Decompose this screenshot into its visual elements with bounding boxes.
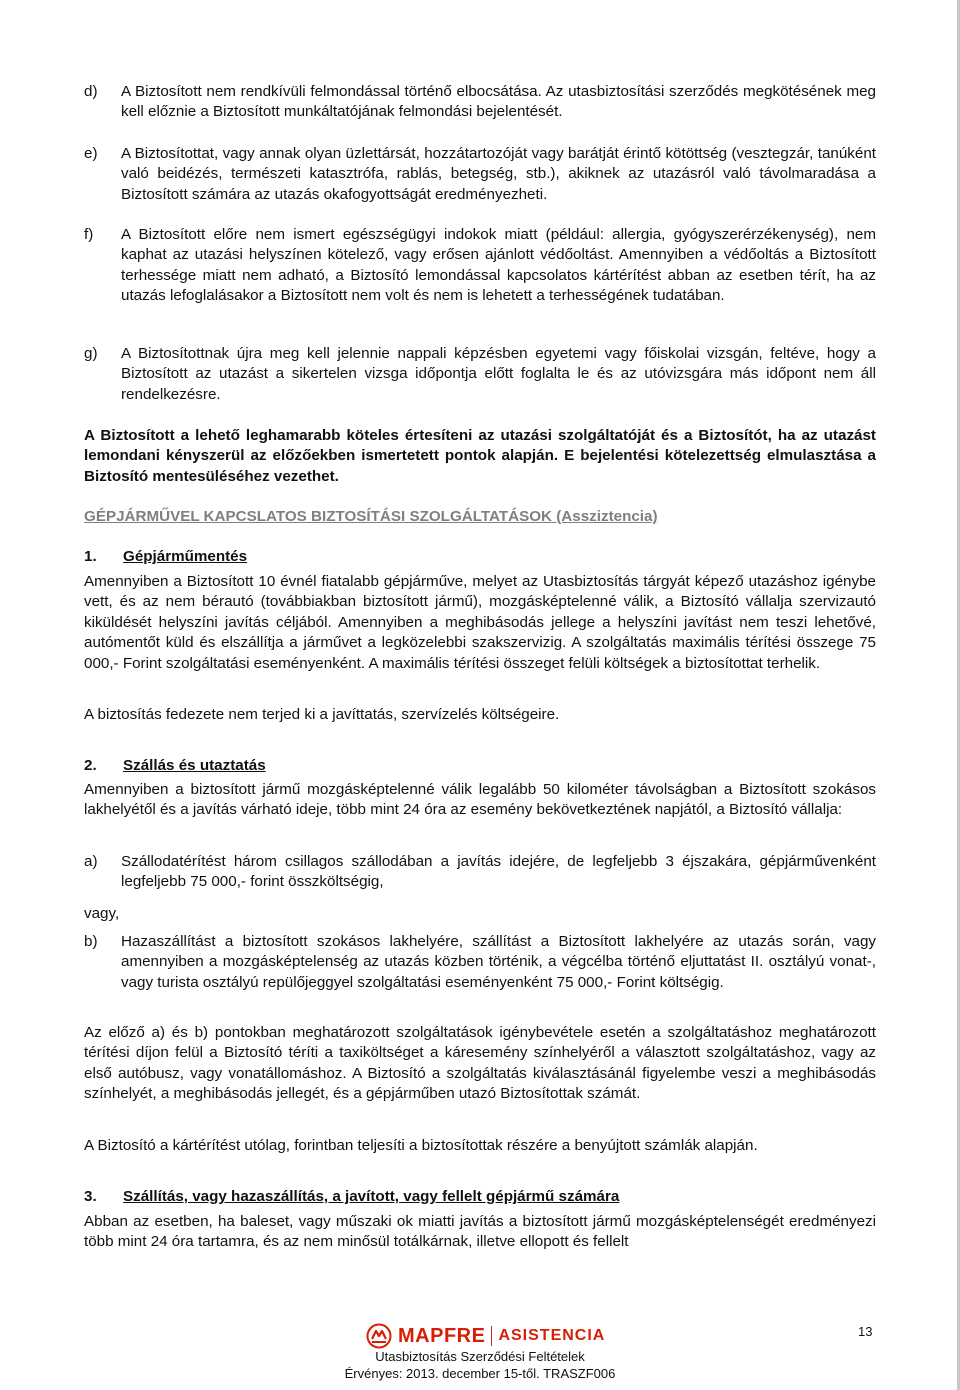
section-number: 1. (84, 548, 97, 565)
section-3-heading (84, 1187, 619, 1207)
section-2-paragraph-last: A Biztosító a kártérítést utólag, forintban teljesíti a biztosítottak részére a benyújtott számlák alapján. (84, 1137, 758, 1154)
section-2-or: vagy, (84, 905, 120, 922)
section-title: Szállítás, vagy hazaszállítás, a javított, vagy fellelt gépjármű számára (123, 1188, 620, 1205)
list-item-label: f) (84, 226, 94, 243)
section-title: Szállás és utaztatás (123, 757, 266, 774)
list-item-text: Szállodatérítést három csillagos szállodában a javítás idejére, de legfeljebb 3 éjszakára, gépjárművenként legfeljebb 75 000,- forint összköltségig, (121, 853, 876, 891)
list-item-e (84, 144, 876, 205)
logo-brand-text: MAPFRE (398, 1324, 486, 1347)
section-2-item-a (84, 852, 876, 893)
section-2-item-b (84, 932, 876, 993)
list-item-label: d) (84, 83, 98, 100)
section-1-heading (84, 547, 247, 567)
list-item-text: A Biztosított előre nem ismert egészségügyi indokok miatt (például: allergia, gyógyszerérzékenység), nem kaphat az utazási helyszínen kötelező, vagy erősen ajánlott védőoltást. Amennyiben a védőoltás a Biztosított terhessége miatt nem adható, a Biztosító lemondással kapcsolatos kártérítést abban az esetben térít, ha az utazás lefoglalásakor a Biztosított nem volt és nem is lehetett a terhességének tudatában. (121, 226, 876, 305)
section-2-intro: Amennyiben a biztosított jármű mozgásképtelenné válik legalább 50 kilométer távolságban a Biztosított szokásos lakhelyétől és a javítás várható ideje, több mint 24 óra az esemény bekövetkeztének napjától, a Biztosító vállalja: (84, 781, 876, 819)
list-item-g (84, 344, 876, 405)
section-1-note: A biztosítás fedezete nem terjed ki a javíttatás, szervízelés költségeire. (84, 706, 560, 723)
section-2-heading (84, 756, 266, 776)
section-number: 2. (84, 757, 97, 774)
list-item-label: b) (84, 933, 98, 950)
list-item-d (84, 82, 876, 123)
section-heading-link[interactable]: GÉPJÁRMŰVEL KAPCSLATOS BIZTOSÍTÁSI SZOLGÁLTATÁSOK (Assziztencia) (84, 508, 658, 525)
list-item-text: A Biztosított nem rendkívüli felmondással történő elbocsátása. Az utasbiztosítási szerződés megkötésének meg kell előznie a Biztosított munkáltatójának felmondási bejelentését. (121, 83, 876, 121)
section-title: Gépjárműmentés (123, 548, 248, 565)
page-number: 13 (858, 1324, 873, 1339)
section-3-paragraph: Abban az esetben, ha baleset, vagy műszaki ok miatti javítás a biztosított jármű mozgásképtelenségét eredményezi több mint 24 óra tartamra, és az nem minősül totálkárnak, illetve ellopott és fellelt (84, 1213, 876, 1251)
mapfre-logo (366, 1322, 605, 1350)
list-item-label: g) (84, 345, 98, 362)
section-number: 3. (84, 1188, 97, 1205)
mapfre-emblem-icon (366, 1323, 392, 1349)
list-item-f (84, 225, 876, 307)
logo-divider (491, 1326, 492, 1346)
list-item-text: A Biztosítottnak újra meg kell jelennie nappali képzésben egyetemi vagy főiskolai vizsgán, feltéve, hogy a Biztosított az utazást a sikertelen vizsga időpontja előtt foglalta le és az utóvizsgára más időpont nem áll rendelkezésre. (121, 345, 876, 403)
section-2-paragraph: Az előző a) és b) pontokban meghatározott szolgáltatások igénybevétele esetén a szolgáltatáshoz meghatározott térítési díjon felül a Biztosító téríti a taxiköltséget a káresemény színhelyéről a választott szolgáltatáshoz, vagy az első autóbusz, vagy vonatállomáshoz. A Biztosító a szolgáltatás kiválasztásánál figyelembe veszi a meghibásodás színhelyét, a meghibásodás jellegét, és a gépjárműben utazó Biztosítottak számát. (84, 1024, 876, 1103)
list-item-label: a) (84, 853, 98, 870)
list-item-text: A Biztosítottat, vagy annak olyan üzlettársát, hozzátartozóját vagy barátját érintő kötöttség (vesztegzár, tanúként való beidézés, természeti katasztrófa, rablás, betegség, stb.), akiknek az utazásról való távolmaradása a Biztosított számára az utazás okafogyottságát eredményezheti. (121, 145, 876, 203)
notice-paragraph: A Biztosított a lehető leghamarabb köteles értesíteni az utazási szolgáltatóját és a Biztosítót, ha az utazást lemondani kényszerül az előzőekben ismertetett pontok alapján. E bejelentési kötelezettség elmulasztása a Biztosító mentesüléséhez vezethet. (84, 427, 876, 485)
list-item-text: Hazaszállítást a biztosított szokásos lakhelyére, szállítást a Biztosított lakhelyére az utazás során, vagy amennyiben a mozgásképtelenség az utazás közben történik, a végcélba történő eljuttatást II. osztályú vonat-, vagy turista osztályú repülőjeggyel szolgáltatási eseményenként 75 000,- Forint költségig. (121, 933, 876, 991)
footer-validity: Érvényes: 2013. december 15-től. TRASZF006 (344, 1366, 616, 1381)
section-1-paragraph: Amennyiben a Biztosított 10 évnél fiatalabb gépjárműve, melyet az Utasbiztosítás tárgyát képező utazáshoz igénybe vett, és az nem bérautó (továbbiakban biztosított jármű), mozgásképtelenné válik, a Biztosító vállalja szervizautó kiküldését helyszíni javítás céljából. Amennyiben a meghibásodás jellege a helyszíni javítást nem teszi lehetővé, autómentőt küld és elszállítja a járművet a legközelebbi szakszervizig. A szolgáltatás maximális térítési összege 75 000,- Forint szolgáltatási eseményenként. A maximális térítési összeget felüli költségek a biztosítottat terhelik. (84, 573, 876, 672)
list-item-label: e) (84, 145, 98, 162)
footer-title: Utasbiztosítás Szerződési Feltételek (375, 1349, 585, 1364)
logo-sub-text: ASISTENCIA (498, 1326, 606, 1344)
